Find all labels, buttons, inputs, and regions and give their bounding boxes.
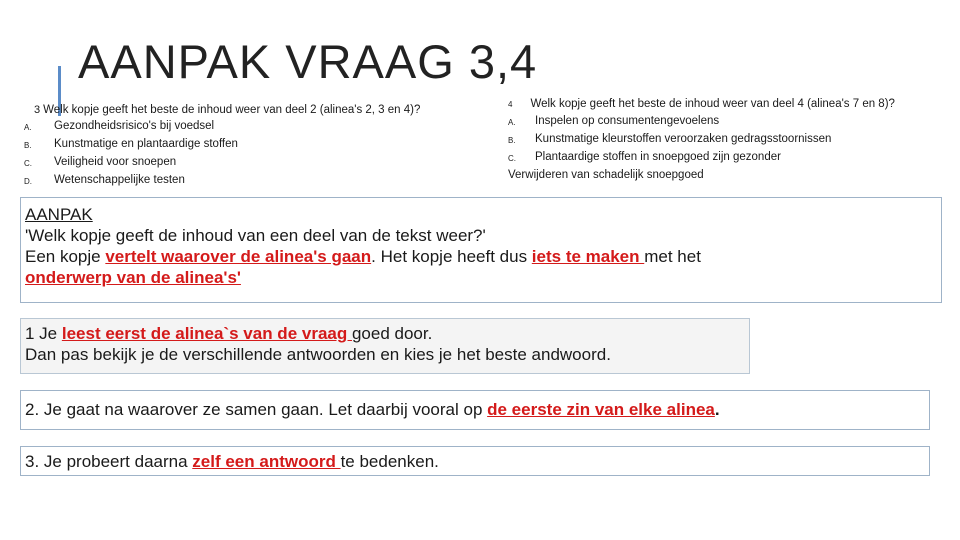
question-4 — [508, 96, 948, 183]
question-4-number: 4 — [508, 100, 513, 109]
step-1-line: 1 Je leest eerst de alinea`s van de vraag goed door. — [25, 324, 433, 343]
step-1-box — [20, 318, 750, 374]
question-3-prompt — [24, 102, 484, 118]
question-3-option: D. Wetenschappelijke testen — [24, 174, 185, 186]
approach-heading: AANPAK — [25, 205, 93, 224]
approach-explanation: Een kopje vertelt waarover de alinea's gaan. Het kopje heeft dus iets te maken met het — [25, 247, 701, 266]
approach-subject: onderwerp van de alinea's' — [25, 268, 241, 287]
step-3-box: 3. Je probeert daarna zelf een antwoord te bedenken. — [20, 446, 930, 476]
question-4-option: C. Plantaardige stoffen in snoepgoed zijn gezonder — [508, 151, 781, 163]
step-1-line-2: Dan pas bekijk je de verschillende antwoorden en kies je het beste andwoord. — [25, 345, 611, 364]
question-4-option: B. Kunstmatige kleurstoffen veroorzaken gedragsstoornissen — [508, 133, 832, 145]
approach-box — [20, 197, 942, 303]
question-4-extra: Verwijderen van schadelijk snoepgoed — [508, 169, 704, 181]
question-3-option: C. Veiligheid voor snoepen — [24, 156, 177, 168]
question-4-text: Welk kopje geeft het beste de inhoud weer van deel 4 (alinea's 7 en 8)? — [530, 98, 895, 110]
question-3-option: B. Kunstmatige en plantaardige stoffen — [24, 138, 238, 150]
question-4-prompt — [508, 96, 948, 113]
question-3-option: A. Gezondheidsrisico's bij voedsel — [24, 120, 215, 132]
question-3 — [24, 102, 484, 190]
step-2-box: 2. Je gaat na waarover ze samen gaan. Let daarbij vooral op de eerste zin van elke alinea. — [20, 390, 930, 430]
page-title: AANPAK VRAAG 3,4 — [78, 35, 538, 88]
approach-question: 'Welk kopje geeft de inhoud van een deel van de tekst weer?' — [25, 226, 486, 245]
question-3-number: 3 — [34, 104, 41, 116]
question-4-option: A. Inspelen op consumentengevoelens — [508, 115, 720, 127]
question-3-text: Welk kopje geeft het beste de inhoud weer van deel 2 (alinea's 2, 3 en 4)? — [43, 104, 421, 116]
